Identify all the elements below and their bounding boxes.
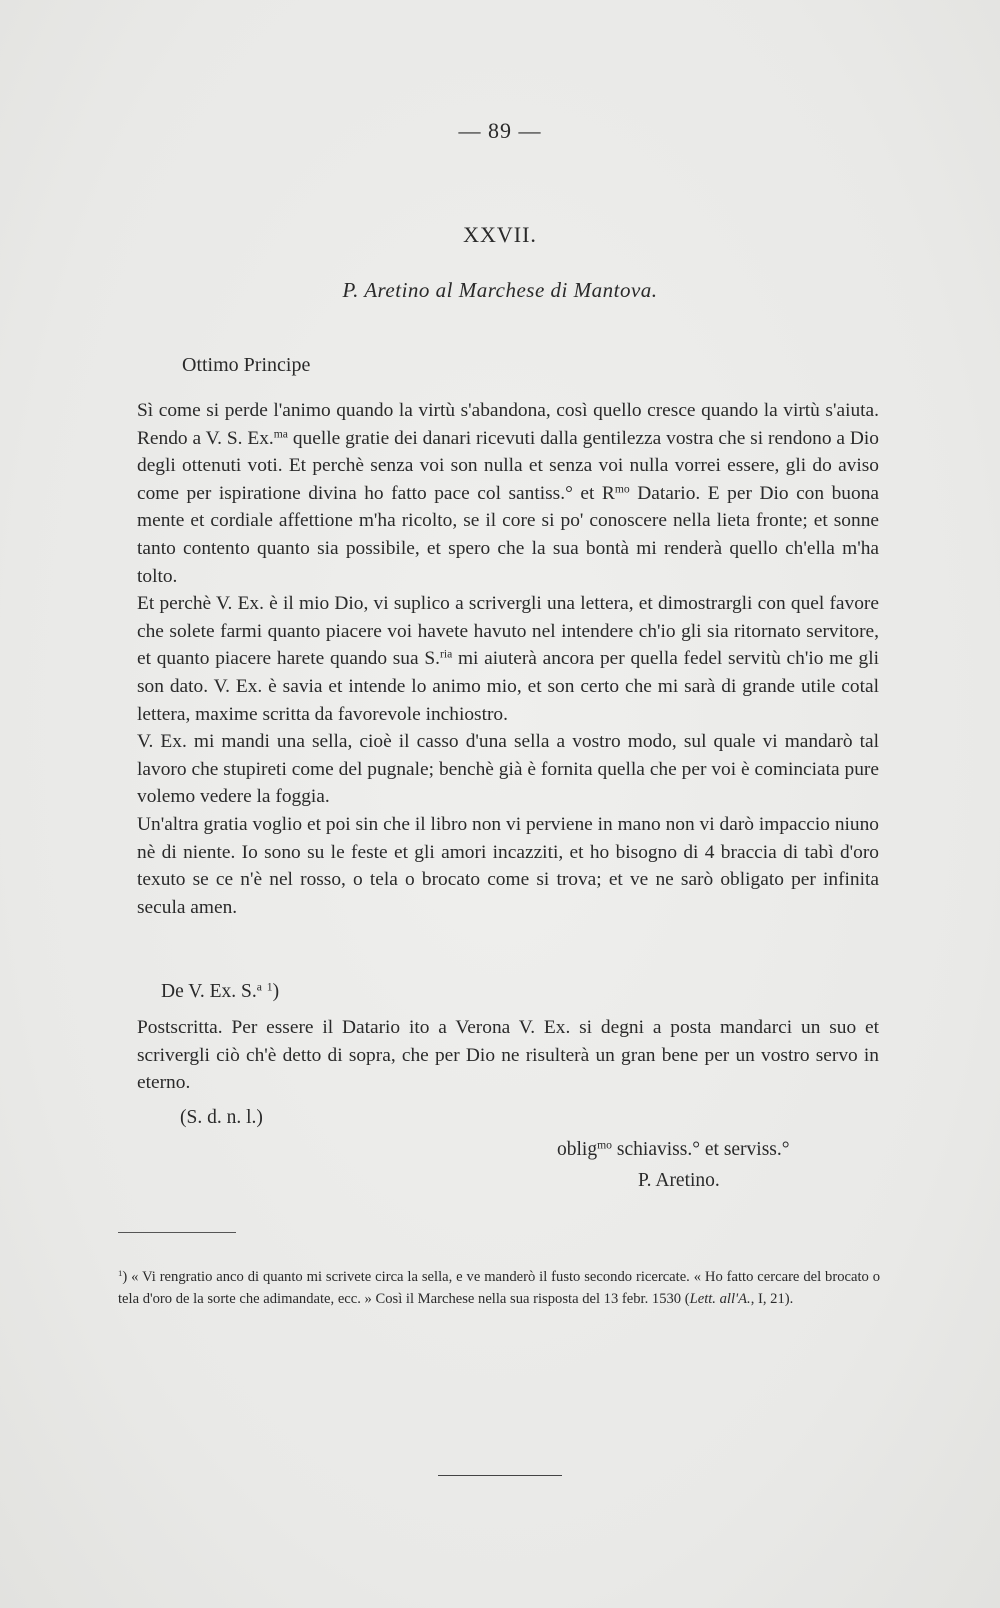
- citation: Lett. all'A.: [689, 1291, 751, 1307]
- chapter-number: XXVII.: [463, 222, 537, 247]
- letter-title: P. Aretino al Marchese di Mantova.: [342, 278, 658, 302]
- footnote: $^1$) « Vi rengratio anco di quanto mi scrivete circa la sella, e ve manderò il fusto secondo ricercate. « Ho fatto cercare del brocato o tela d'oro de la sorte che adimandate, ecc. » Così il Marchese nella sua risposta del 13 febr. 1530 (Lett. all'A., I, 21).: [118, 1268, 880, 1307]
- page-number: — 89 —: [458, 118, 542, 143]
- signature-line-1: oblig$^{mo}$ schiaviss.° et serviss.°: [557, 1138, 790, 1160]
- signature-line-2: P. Aretino.: [638, 1170, 720, 1191]
- postscript: Postscritta. Per essere il Datario ito a Verona V. Ex. si degni a posta mandarci un suo et scrivergli ciò ch'è detto di sopra, che per Dio ne risulterà un gran bene per un vostro servo in eterno.: [137, 1017, 879, 1094]
- paragraph-1: Sì come si perde l'animo quando la virtù s'abandona, così quello cresce quando la virtù s'aiuta. Rendo a V. S. Ex.$^{ma}$ quelle gratie dei danari ricevuti dalla gentilezza vostra che si rendono a Dio degli ottenuti voti. Et perchè senza voi son nulla et senza voi nulla vorrei essere, gli do aviso come per ispiratione divina ho fatto pace col santiss.° et $R^{mo}$ Datario. E per Dio con buona mente et cordiale affettione m'ha ricolto, se il core si po' conoscere nella lieta fronte; et sonne tanto contento quanto sia possibile, et spero che la sua bontà mi renderà quello ch'ella m'ha tolto.: [137, 400, 880, 587]
- footnote-divider: [118, 1232, 236, 1233]
- end-divider: [438, 1475, 562, 1476]
- paragraph-2: Et perchè V. Ex. è il mio Dio, vi suplico a scrivergli una lettera, et dimostrargli con quel favore che solete farmi quanto piacere voi havete havuto nel intendere ch'io gli sia ritornato servitore, et quanto piacere harete quando sua S.$^{ria}$ mi aiuterà ancora per quella fedel servitù ch'io me gli son dato. V. Ex. è savia et intende lo animo mio, et son certo che mi sarà di grande utile cotal lettera, maxime scritta da favorevole inchiostro.: [137, 593, 879, 725]
- footnote-marker: 1: [118, 1268, 123, 1279]
- paragraph-4: Un'altra gratia voglio et poi sin che il libro non vi perviene in mano non vi darò impaccio niuno nè di niente. Io sono su le feste et gli amori incazziti, et ho bisogno di 4 braccia di tabì d'oro texuto se ce n'è nel rosso, o tela o brocato come si trova; et ve ne sarò obligato per infinita secula amen.: [137, 813, 879, 918]
- date-note: (S. d. n. l.): [180, 1107, 263, 1128]
- footnote-ref: 1: [266, 980, 273, 994]
- letter-body: [137, 397, 879, 921]
- closing-formula: De V. Ex. S.$^a$ $^1$): [161, 980, 280, 1002]
- paragraph-3: V. Ex. mi mandi una sella, cioè il casso d'una sella a vostro modo, sul quale vi mandarò tal lavoro che stupireti come del pugnale; benchè già è fornita quella che per voi è cominciata pure volemo vedere la foggia.: [137, 731, 879, 808]
- salutation: Ottimo Principe: [182, 354, 311, 376]
